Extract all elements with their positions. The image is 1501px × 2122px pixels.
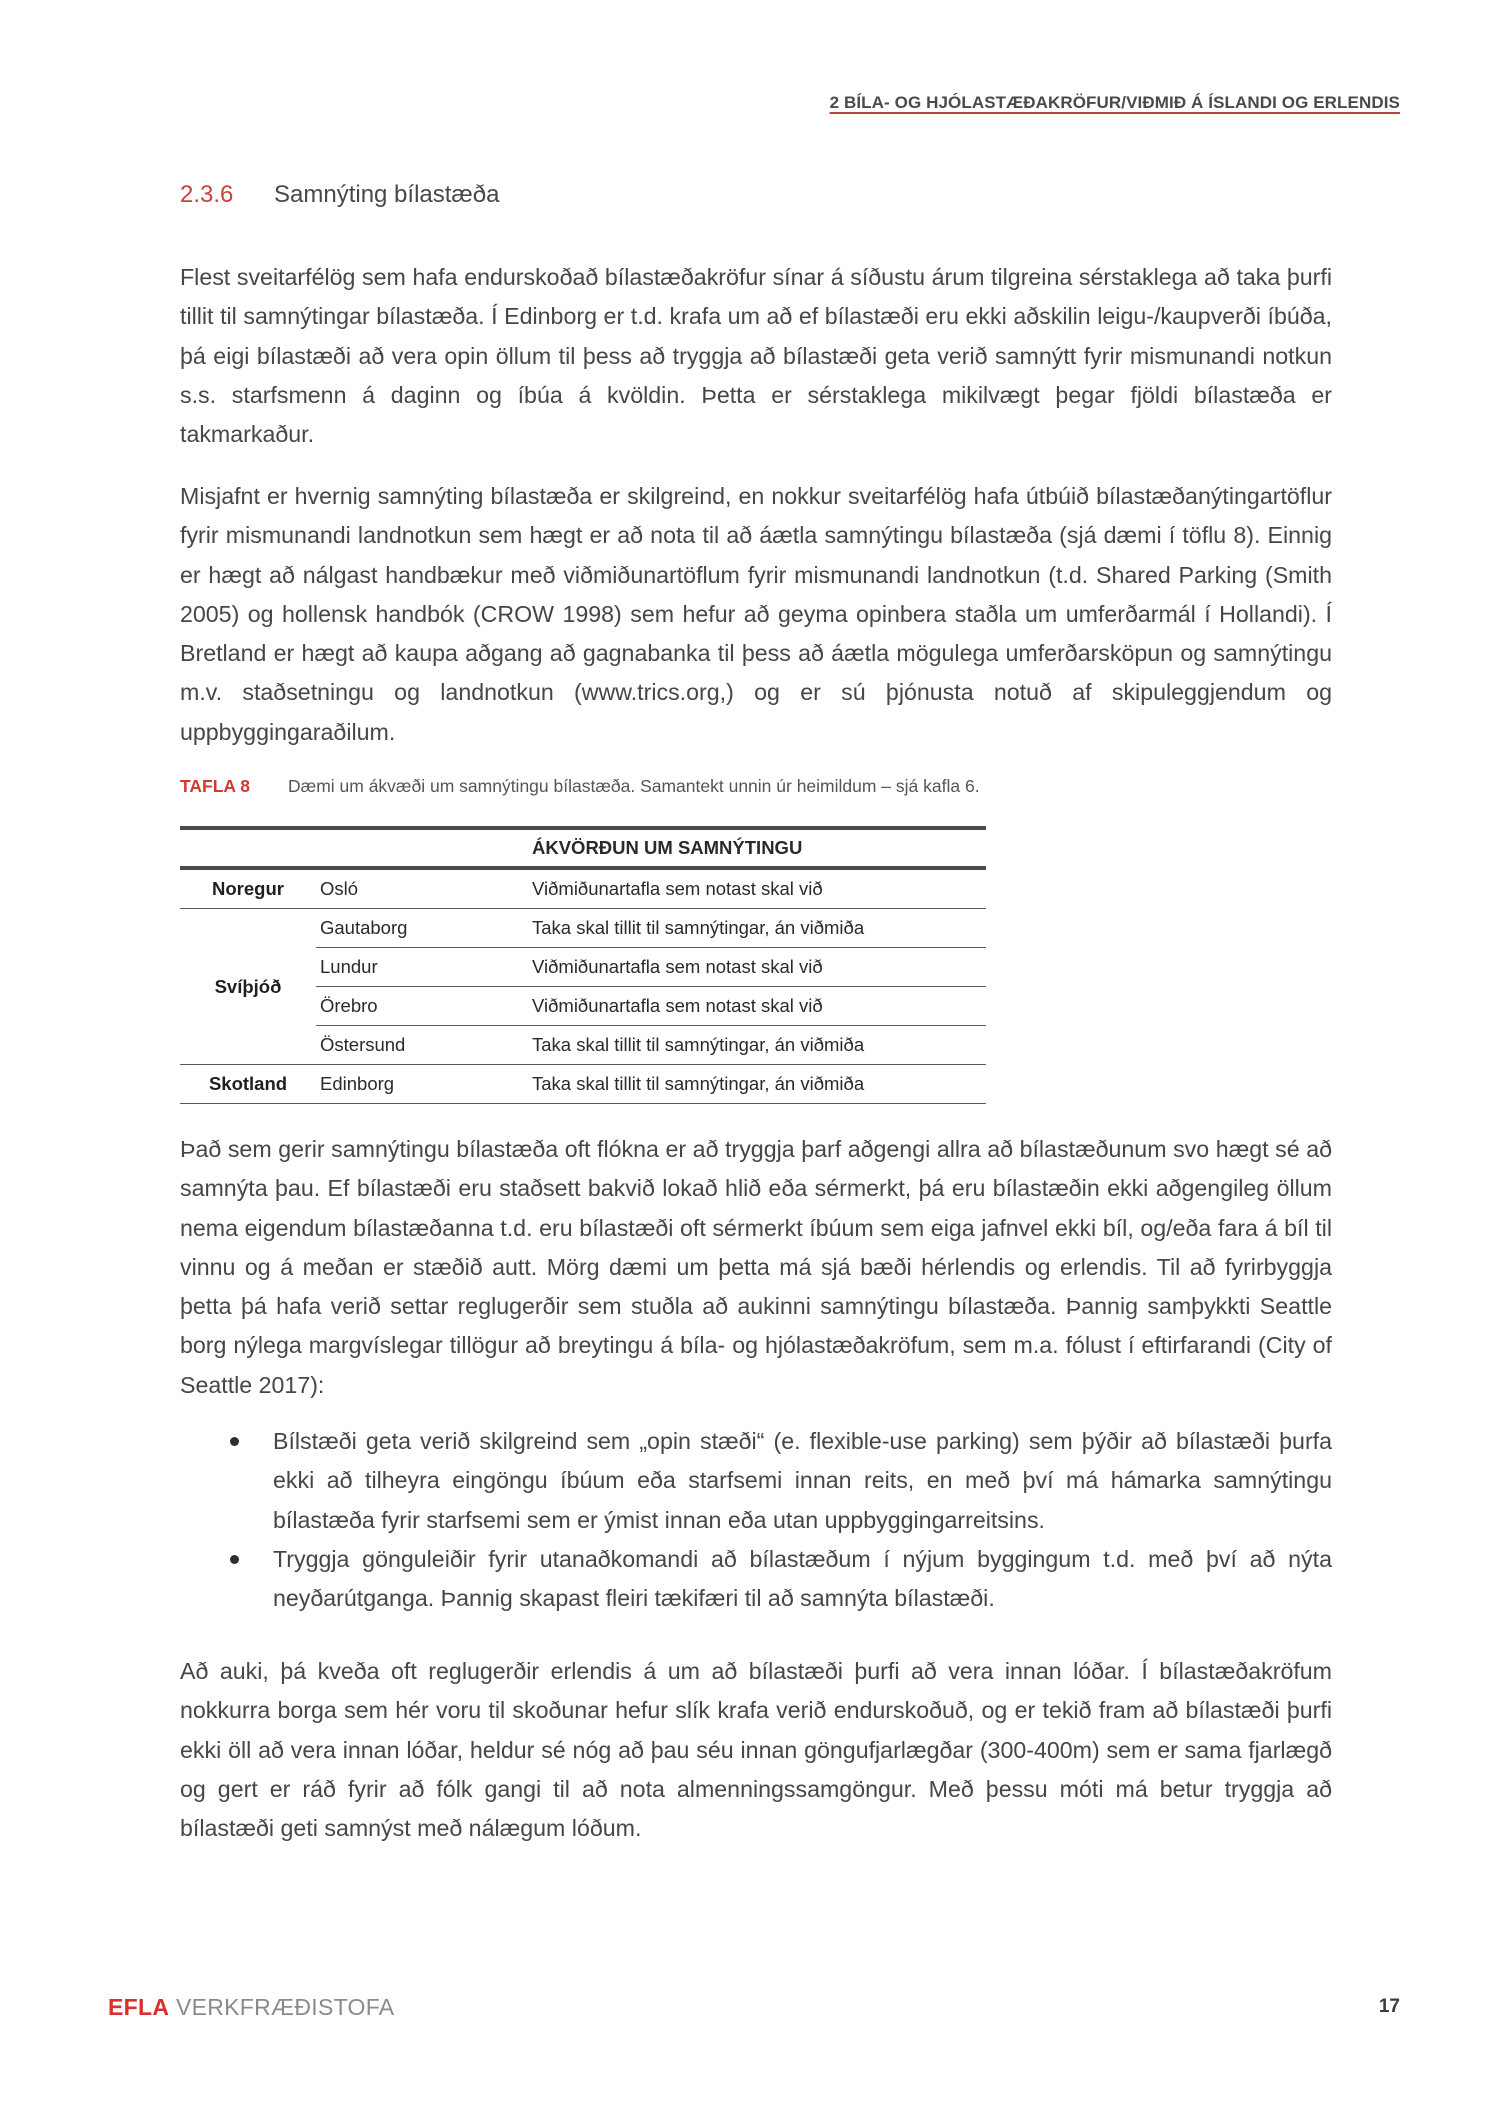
- country-cell: Skotland: [180, 1065, 316, 1104]
- bullet-icon: [230, 1437, 239, 1446]
- bullet-item: [180, 1422, 1332, 1540]
- header-city: [316, 828, 532, 868]
- table-row: [180, 1065, 986, 1104]
- city-cell: Osló: [316, 868, 532, 909]
- running-header: 2 BÍLA- OG HJÓLASTÆÐAKRÖFUR/VIÐMIÐ Á ÍSLANDI OG ERLENDIS: [829, 93, 1400, 112]
- city-cell: Östersund: [316, 1026, 532, 1065]
- paragraph: Misjafnt er hvernig samnýting bílastæða er skilgreind, en nokkur sveitarfélög hafa útbúið bílastæðanýtingartöflur fyrir mismunandi landnotkun sem hægt er að nota til að áætla samnýtingu bílastæða (sjá dæmi í töflu 8). Einnig er hægt að nálgast handbækur með viðmiðunartöflum fyrir mismunandi landnotkun (t.d. Shared Parking (Smith 2005) og hollensk handbók (CROW 1998) sem hefur að geyma opinbera staðla um umferðarmál í Hollandi). Í Bretland er hægt að kaupa aðgang að gagnabanka til þess að áætla mögulega umferðarsköpun og samnýtingu m.v. staðsetningu og landnotkun (www.trics.org,) og er sú þjónusta notuð af skipuleggjendum og uppbyggingaraðilum.: [180, 483, 1332, 745]
- header-decision: ÁKVÖRÐUN UM SAMNÝTINGU: [532, 828, 986, 868]
- country-cell: Noregur: [180, 868, 316, 909]
- city-cell: Edinborg: [316, 1065, 532, 1104]
- page-number: 17: [1378, 1996, 1400, 2017]
- table-caption-text: Dæmi um ákvæði um samnýtingu bílastæða. Samantekt unnin úr heimildum – sjá kafla 6.: [288, 776, 980, 796]
- header-country: [180, 828, 316, 868]
- paragraph: Það sem gerir samnýtingu bílastæða oft flókna er að tryggja þarf aðgengi allra að bílastæðunum svo hægt sé að samnýta þau. Ef bílastæði eru staðsett bakvið lokað hlið eða sérmerkt, þá eru bílastæðin ekki aðgengileg öllum nema eigendum bílastæðanna t.d. eru bílastæði oft sérmerkt íbúum sem eiga jafnvel ekki bíl, og/eða fara á bíl til vinnu og á meðan er stæðið autt. Mörg dæmi um þetta má sjá bæði hérlendis og erlendis. Til að fyrirbyggja þetta þá hafa verið settar reglugerðir sem stuðla að aukinni samnýtingu bílastæða. Þannig samþykkti Seattle borg nýlega margvíslegar tillögur að breytingu á bíla- og hjólastæðakröfum, sem m.a. fólust í eftirfarandi (City of Seattle 2017):: [180, 1136, 1332, 1398]
- rule-cell: Viðmiðunartafla sem notast skal við: [532, 987, 986, 1026]
- section-heading: [180, 181, 499, 209]
- rule-cell: Viðmiðunartafla sem notast skal við: [532, 868, 986, 909]
- city-cell: Lundur: [316, 948, 532, 987]
- parking-sharing-table: [180, 826, 986, 1104]
- bullet-item: [180, 1540, 1332, 1619]
- paragraph: Að auki, þá kveða oft reglugerðir erlendis á um að bílastæði þurfi að vera innan lóðar. Í bílastæðakröfum nokkurra borga sem hér voru til skoðunar hefur slík krafa verið endurskoðuð, og er tekið fram að bílastæði þurfi ekki öll að vera innan lóðar, heldur sé nóg að þau séu innan göngufjarlægðar (300-400m) sem er sama fjarlægð og gert er ráð fyrir að fólk gangi til að nota almenningssamgöngur. Með þessu móti má betur tryggja að bílastæði geti samnýst með nálægum lóðum.: [180, 1658, 1332, 1842]
- section-number: 2.3.6: [180, 181, 234, 208]
- table-header-row: [180, 828, 986, 868]
- country-cell: Svíþjóð: [180, 909, 316, 1065]
- rule-cell: Viðmiðunartafla sem notast skal við: [532, 948, 986, 987]
- rule-cell: Taka skal tillit til samnýtingar, án viðmiða: [532, 1026, 986, 1065]
- table-caption-label: TAFLA 8: [180, 776, 250, 796]
- bullet-text: Bílstæði geta verið skilgreind sem „opin stæði“ (e. flexible-use parking) sem þýðir að bílastæði þurfa ekki að tilheyra eingöngu íbúum eða starfsemi innan reits, en með því má hámarka samnýtingu bílastæða fyrir starfsemi sem er ýmist innan eða utan uppbyggingarreitsins.: [273, 1428, 1332, 1533]
- section-title: Samnýting bílastæða: [274, 181, 500, 208]
- city-cell: Örebro: [316, 987, 532, 1026]
- table-caption: [180, 776, 980, 797]
- city-cell: Gautaborg: [316, 909, 532, 948]
- table: [180, 826, 986, 1104]
- bullet-list: [180, 1422, 1332, 1618]
- table-row: [180, 909, 986, 948]
- table-row: [180, 868, 986, 909]
- paragraph: Flest sveitarfélög sem hafa endurskoðað bílastæðakröfur sínar á síðustu árum tilgreina sérstaklega að taka þurfi tillit til samnýtingar bílastæða. Í Edinborg er t.d. krafa um að ef bílastæði eru ekki aðskilin leigu-/kaupverði íbúða, þá eigi bílastæði að vera opin öllum til þess að tryggja að bílastæði geta verið samnýtt fyrir mismunandi notkun s.s. starfsmenn á daginn og íbúa á kvöldin. Þetta er sérstaklega mikilvægt þegar fjöldi bílastæða er takmarkaður.: [180, 264, 1332, 448]
- rule-cell: Taka skal tillit til samnýtingar, án viðmiða: [532, 909, 986, 948]
- bullet-text: Tryggja gönguleiðir fyrir utanaðkomandi að bílastæðum í nýjum byggingum t.d. með því að nýta neyðarútganga. Þannig skapast fleiri tækifæri til að samnýta bílastæði.: [273, 1545, 1332, 1612]
- rule-cell: Taka skal tillit til samnýtingar, án viðmiða: [532, 1065, 986, 1104]
- logo-brand: EFLA: [108, 1994, 170, 2020]
- bullet-icon: [230, 1555, 239, 1564]
- efla-logo: [108, 1994, 394, 2021]
- logo-subtitle: VERKFRÆÐISTOFA: [175, 1994, 395, 2020]
